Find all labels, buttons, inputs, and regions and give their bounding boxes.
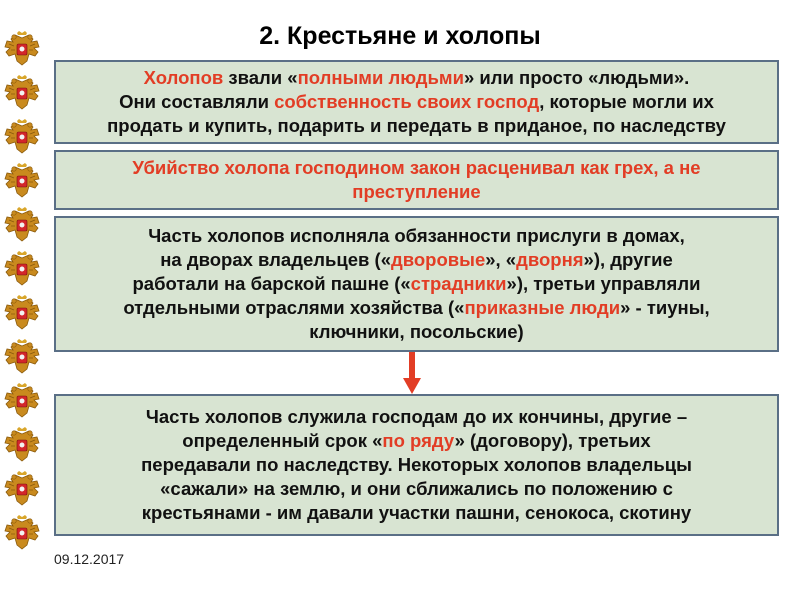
box-holopy-duties [54, 216, 779, 352]
text: »), третьи управляли [506, 273, 701, 294]
double-headed-eagle-icon [2, 426, 42, 466]
double-headed-eagle-icon [2, 338, 42, 378]
double-headed-eagle-icon [2, 514, 42, 554]
text: »), другие [583, 249, 673, 270]
text: крестьянами - им давали участки пашни, сенокоса, скотину [141, 502, 692, 523]
text-polnye-lyudi: полными людьми [297, 67, 464, 88]
text: , которые могли их [539, 91, 714, 112]
text-murder-line2: преступление [352, 181, 481, 202]
text: » - тиуны, [620, 297, 710, 318]
text: отдельными отраслями хозяйства (« [123, 297, 465, 318]
box-holopy-definition [54, 60, 779, 144]
arrow-down-icon [402, 352, 422, 394]
slide-title: 2. Крестьяне и холопы [259, 22, 541, 50]
text: продать и купить, подарить и передать в приданое, по наследству [107, 115, 726, 136]
text: передавали по наследству. Некоторых холопов владельцы [141, 454, 692, 475]
box-holopy-service [54, 394, 779, 536]
text-murder-line1: Убийство холопа господином закон расценивал как грех, а не [132, 157, 701, 178]
text-prikaznye-lyudi: приказные люди [464, 297, 621, 318]
double-headed-eagle-icon [2, 162, 42, 202]
text: Часть холопов служила господам до их кончины, другие – [145, 406, 688, 427]
text-dvornya: дворня [516, 249, 584, 270]
double-headed-eagle-icon [2, 118, 42, 158]
text: » (договору), третьих [454, 430, 651, 451]
text: » или просто «людьми». [463, 67, 690, 88]
text: определенный срок « [182, 430, 383, 451]
text: «сажали» на землю, и они сближались по положению с [160, 478, 673, 499]
double-headed-eagle-icon [2, 206, 42, 246]
text: работали на барской пашне (« [132, 273, 411, 294]
text: на дворах владельцев (« [160, 249, 391, 270]
text-holopov: Холопов [143, 67, 224, 88]
slide-date: 09.12.2017 [54, 551, 125, 567]
double-headed-eagle-icon [2, 382, 42, 422]
double-headed-eagle-icon [2, 470, 42, 510]
text: Они составляли [119, 91, 275, 112]
text: », « [485, 249, 517, 270]
text: Часть холопов исполняла обязанности прислуги в домах, [148, 225, 685, 246]
double-headed-eagle-icon [2, 250, 42, 290]
text-dvorovye: дворовые [391, 249, 486, 270]
text-sobstvennost: собственность своих господ [274, 91, 540, 112]
text-stradniki: страдники [410, 273, 507, 294]
text: звали « [223, 67, 298, 88]
text-po-ryadu: по ряду [382, 430, 455, 451]
double-headed-eagle-icon [2, 294, 42, 334]
box-murder-law [54, 150, 779, 210]
text: ключники, посольские) [309, 321, 524, 342]
double-headed-eagle-icon [2, 74, 42, 114]
